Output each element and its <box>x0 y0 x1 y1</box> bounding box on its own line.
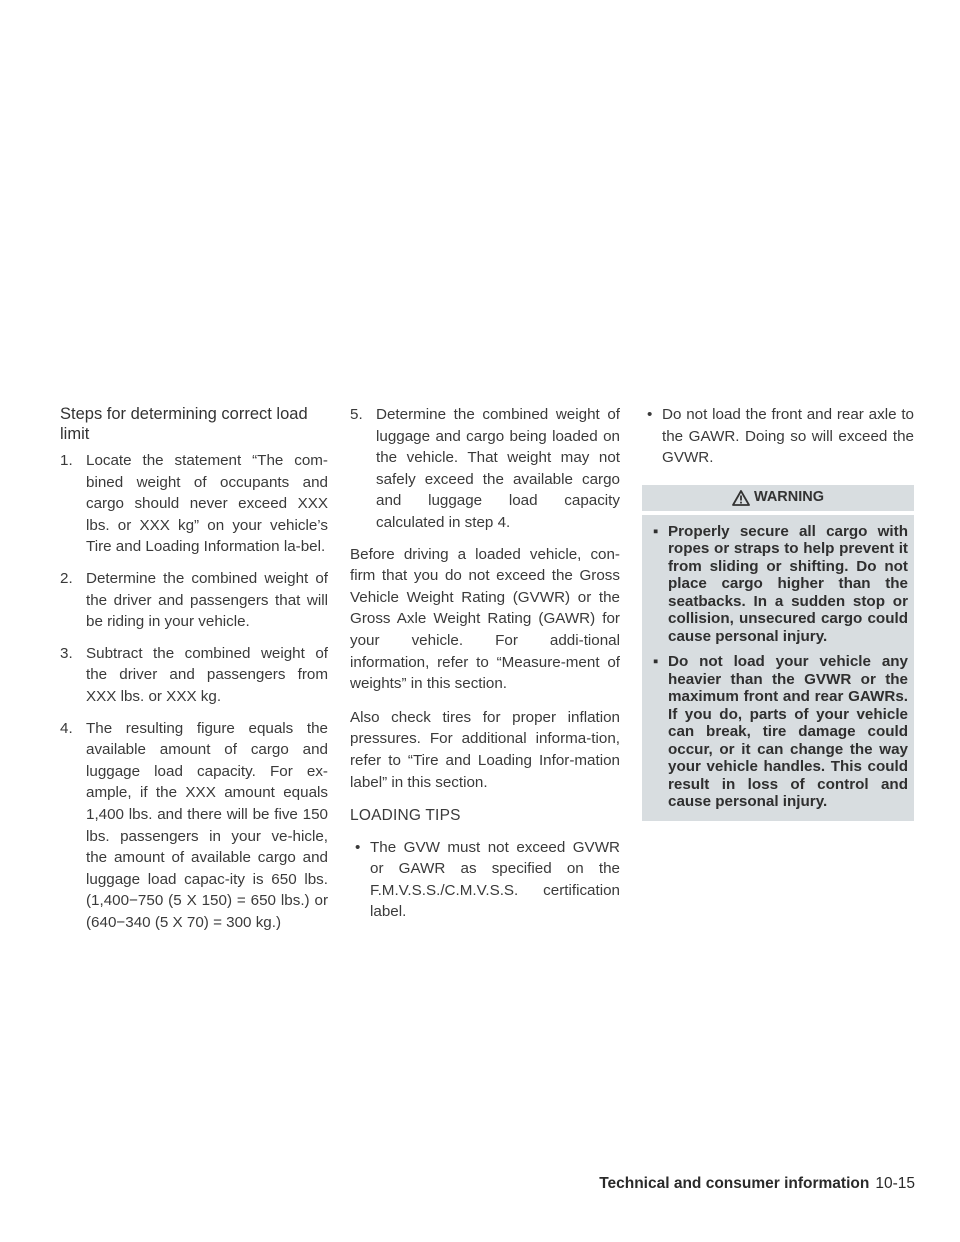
page-number: 10-15 <box>875 1175 915 1192</box>
steps-list <box>60 450 328 933</box>
step-text: The resulting figure equals the available amount of cargo and luggage load capacity. For ex-ample, if the XXX amount equals 1,400 lbs. and there will be five 150 lbs. passengers in your ve-hicle, the amount of available cargo and luggage load capac-ity is 650 lbs. (1,400−750 (5 X 150) = 650 lbs.) or (640−340 (5 X 70) = 300 kg.) <box>86 719 328 931</box>
step-number: 1. <box>60 452 73 469</box>
list-item <box>642 404 914 469</box>
step-item <box>60 718 328 934</box>
step-number: 5. <box>350 406 363 423</box>
page-footer <box>560 1175 915 1193</box>
bullet-icon: ▪ <box>653 522 659 540</box>
warning-title: WARNING <box>753 488 825 505</box>
column-2 <box>350 404 620 933</box>
warning-item-text: Do not load your vehicle any heavier than the GVWR or the maximum front and rear GAWRs. If you do, parts of your vehicle can break, tire damage could occur, or it can change the way your vehicle handles. This could result in loss of control and cause personal injury. <box>668 653 908 811</box>
step-item <box>60 568 328 633</box>
step-number: 4. <box>60 719 73 737</box>
list-item-text: The GVW must not exceed GVWR or GAWR as specified on the F.M.V.S.S./C.M.V.S.S. certification label. <box>370 838 620 921</box>
warning-item <box>648 523 908 646</box>
warning-item-text: Properly secure all cargo with ropes or straps to help prevent it from sliding or shifting. Do not place cargo higher than the seatbacks. In a sudden stop or collision, unsecured cargo could cause personal injury. <box>668 522 908 645</box>
loading-tips-list-continued <box>642 404 914 469</box>
warning-header <box>642 485 914 511</box>
step-text: Determine the combined weight of luggage and cargo being loaded on the vehicle. That weight may not safely exceed the available cargo and luggage load capacity calculated in step 4. <box>376 406 620 531</box>
loading-tips-heading: LOADING TIPS <box>350 807 461 825</box>
loading-tips-list <box>350 837 620 923</box>
list-item <box>350 837 620 923</box>
step-item <box>60 450 328 558</box>
warning-item <box>648 653 908 811</box>
column-1 <box>60 404 328 943</box>
step-item <box>60 643 328 708</box>
list-item-text: Do not load the front and rear axle to the GAWR. Doing so will exceed the GVWR. <box>662 406 914 467</box>
step-item <box>350 404 620 534</box>
warning-list <box>648 523 908 811</box>
bullet-icon: • <box>647 406 653 423</box>
paragraph-also-check: Also check tires for proper inflation pressures. For additional informa-tion, refer to “Tire and Loading Infor-mation label” in this section. <box>350 708 620 791</box>
steps-list-continued <box>350 404 620 534</box>
step-text: Subtract the combined weight of the driver and passengers from XXX lbs. or XXX kg. <box>86 644 328 705</box>
step-text: Locate the statement “The com-bined weight of occupants and cargo should never exceed XXX lbs. or XXX kg” on your vehicle’s Tire and Loading Information la-bel. <box>86 452 328 556</box>
warning-box <box>642 515 914 821</box>
bullet-icon: • <box>355 838 361 856</box>
warning-triangle-icon <box>732 490 750 506</box>
bullet-icon: ▪ <box>653 653 659 671</box>
step-number: 2. <box>60 569 73 587</box>
column-3 <box>642 404 914 821</box>
section-heading: Steps for determining correct load limit <box>60 405 308 443</box>
step-text: Determine the combined weight of the driver and passengers that will be riding in your vehicle. <box>86 569 328 631</box>
paragraph-before-driving: Before driving a loaded vehicle, con-firm that you do not exceed the Gross Vehicle Weight Rating (GVWR) or the Gross Axle Weight Rating (GAWR) for your vehicle. For addi-tional information, refer to “Measure-ment of weights” in this section. <box>350 545 620 693</box>
footer-section-title: Technical and consumer information <box>599 1175 870 1192</box>
step-number: 3. <box>60 644 73 662</box>
